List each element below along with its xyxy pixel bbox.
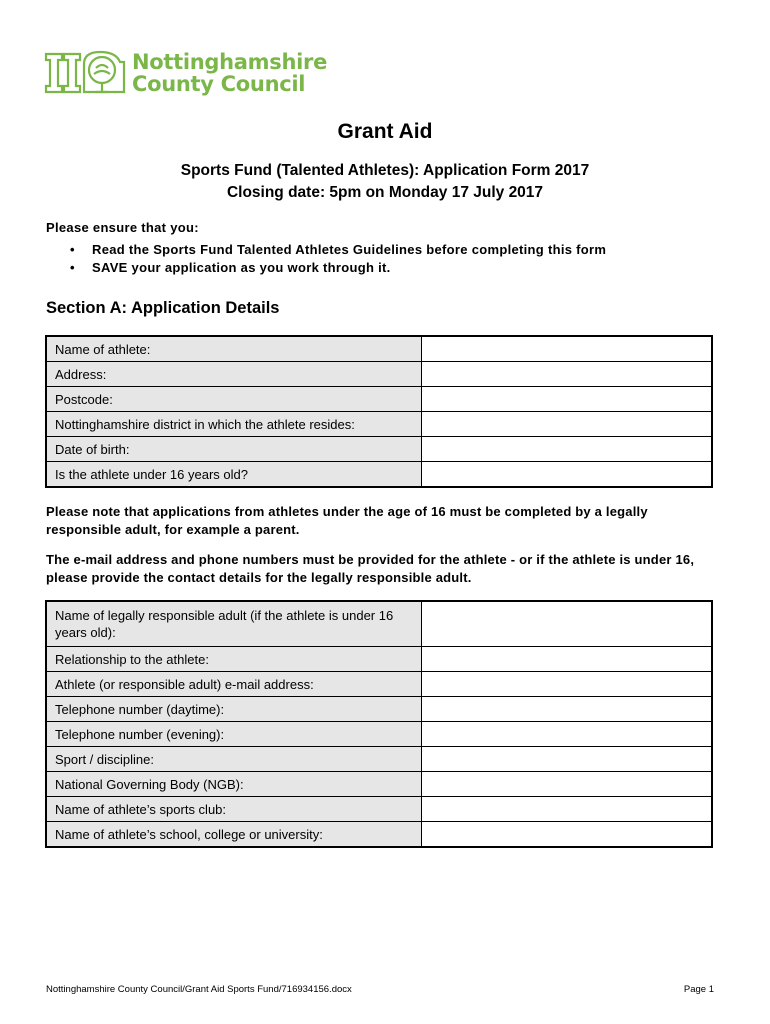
contact-details-table [45, 600, 713, 848]
field-label: Telephone number (daytime): [46, 697, 422, 722]
table-row [46, 462, 712, 488]
field-label: Name of athlete’s school, college or university: [46, 822, 422, 848]
bullet-icon: • [70, 260, 75, 275]
sport-field[interactable] [422, 747, 713, 772]
table-row [46, 672, 712, 697]
table-row [46, 412, 712, 437]
table-row [46, 697, 712, 722]
field-label: Sport / discipline: [46, 747, 422, 772]
field-label: Athlete (or responsible adult) e-mail address: [46, 672, 422, 697]
footer-page-number: Page 1 [683, 984, 714, 995]
table-row [46, 387, 712, 412]
ngb-field[interactable] [422, 772, 713, 797]
instruction-list [46, 241, 606, 277]
org-name-line2: County Council [132, 72, 306, 96]
org-name-line1: Nottinghamshire [132, 50, 328, 74]
tree-logo-icon [44, 50, 126, 96]
field-label: Name of athlete’s sports club: [46, 797, 422, 822]
table-row [46, 336, 712, 362]
field-label: Postcode: [46, 387, 422, 412]
table-row [46, 647, 712, 672]
district-field[interactable] [422, 412, 713, 437]
table-row [46, 362, 712, 387]
field-label: Relationship to the athlete: [46, 647, 422, 672]
date-of-birth-field[interactable] [422, 437, 713, 462]
under-16-note: Please note that applications from athletes under the age of 16 must be completed by a legally responsible adult, for example a parent. [46, 504, 648, 537]
field-label: National Governing Body (NGB): [46, 772, 422, 797]
field-label: Address: [46, 362, 422, 387]
postcode-field[interactable] [422, 387, 713, 412]
athlete-name-field[interactable] [422, 336, 713, 362]
phone-daytime-field[interactable] [422, 697, 713, 722]
closing-date: Closing date: 5pm on Monday 17 July 2017 [226, 184, 544, 201]
table-row [46, 822, 712, 848]
field-label: Name of legally responsible adult (if the athlete is under 16 years old): [46, 601, 422, 647]
table-row [46, 797, 712, 822]
list-item: • Read the Sports Fund Talented Athletes Guidelines before completing this form [70, 242, 607, 257]
table-row [46, 601, 712, 647]
page-title: Grant Aid [337, 120, 433, 143]
school-field[interactable] [422, 822, 713, 848]
field-label: Nottinghamshire district in which the athlete resides: [46, 412, 422, 437]
section-a-heading: Section A: Application Details [46, 299, 280, 317]
sports-club-field[interactable] [422, 797, 713, 822]
phone-evening-field[interactable] [422, 722, 713, 747]
field-label: Name of athlete: [46, 336, 422, 362]
footer-document-path: Nottinghamshire County Council/Grant Aid Sports Fund/716934156.docx [46, 984, 352, 995]
contact-details-note: The e-mail address and phone numbers must be provided for the athlete - or if the athlete is under 16, please provide the contact details for the legally responsible adult. [46, 552, 695, 585]
address-field[interactable] [422, 362, 713, 387]
table-row [46, 722, 712, 747]
council-logo [44, 50, 327, 96]
intro-text: Please ensure that you: [46, 220, 199, 235]
field-label: Is the athlete under 16 years old? [46, 462, 422, 488]
responsible-adult-field[interactable] [422, 601, 713, 647]
table-row [46, 747, 712, 772]
list-item: • SAVE your application as you work through it. [70, 260, 391, 275]
table-row [46, 437, 712, 462]
relationship-field[interactable] [422, 647, 713, 672]
bullet-icon: • [70, 242, 75, 257]
email-field[interactable] [422, 672, 713, 697]
field-label: Date of birth: [46, 437, 422, 462]
application-details-table [45, 335, 713, 488]
under-16-field[interactable] [422, 462, 713, 488]
form-subtitle: Sports Fund (Talented Athletes): Application Form 2017 [180, 162, 590, 179]
table-row [46, 772, 712, 797]
field-label: Telephone number (evening): [46, 722, 422, 747]
